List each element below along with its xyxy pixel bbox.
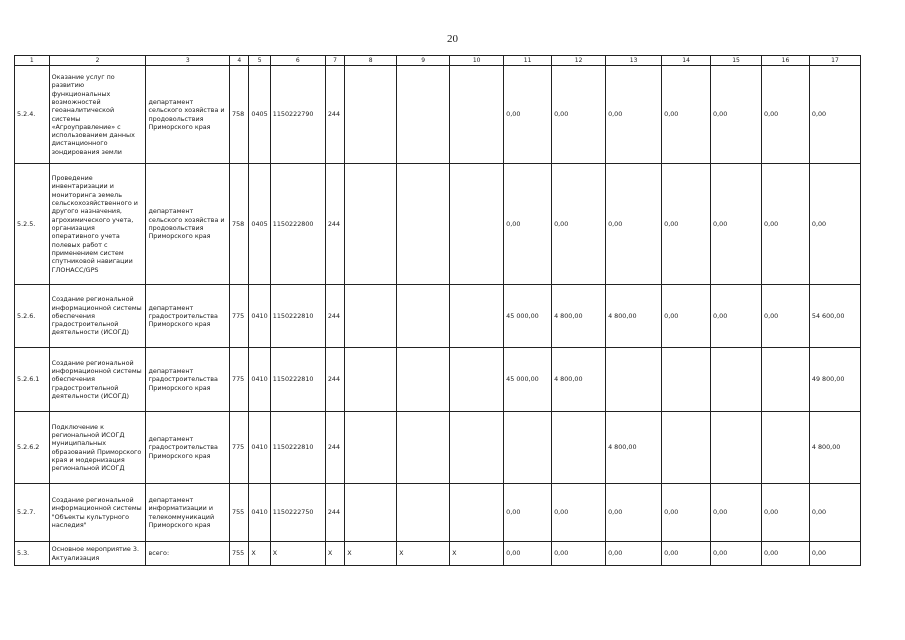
amount-cell — [762, 348, 810, 412]
responsible-executor: департамент сельского хозяйства и продовольствия Приморского края — [146, 164, 230, 285]
table-row — [15, 412, 861, 484]
amount-cell: 0,00 — [552, 484, 606, 542]
amount-cell: 0,00 — [762, 484, 810, 542]
table-row — [15, 542, 861, 566]
budget-code-cell: X — [249, 542, 270, 566]
amount-cell: 45 000,00 — [504, 285, 552, 348]
budget-code-cell: 244 — [325, 66, 344, 164]
activity-name: Создание региональной информационной системы обеспечения градостроительной деятельности (ИСОГД) — [49, 348, 146, 412]
amount-cell: 0,00 — [552, 542, 606, 566]
amount-cell: 0,00 — [606, 484, 662, 542]
responsible-executor: департамент сельского хозяйства и продовольствия Приморского края — [146, 66, 230, 164]
amount-cell: X — [345, 542, 397, 566]
row-number: 5.2.6. — [15, 285, 50, 348]
amount-cell: 0,00 — [762, 164, 810, 285]
amount-cell — [397, 348, 450, 412]
budget-code-cell: 775 — [230, 412, 249, 484]
amount-cell — [397, 285, 450, 348]
amount-cell — [450, 484, 504, 542]
budget-code-cell: 1150222790 — [270, 66, 325, 164]
row-number: 5.2.5. — [15, 164, 50, 285]
column-header: 1 — [15, 56, 50, 66]
amount-cell — [450, 412, 504, 484]
activity-name: Проведение инвентаризации и мониторинга земель сельскохозяйственного и другого назначения, агрохимического учета, организация оперативного учета полевых работ с применением систем спутниковой навигации ГЛОНАСС/GPS — [49, 164, 146, 285]
column-header: 12 — [552, 56, 606, 66]
budget-code-cell: 0405 — [249, 66, 270, 164]
column-header: 3 — [146, 56, 230, 66]
amount-cell — [662, 412, 711, 484]
table-row — [15, 348, 861, 412]
column-header: 10 — [450, 56, 504, 66]
amount-cell — [345, 348, 397, 412]
amount-cell: 0,00 — [711, 542, 762, 566]
budget-code-cell: 1150222810 — [270, 348, 325, 412]
budget-code-cell: 758 — [230, 66, 249, 164]
column-header: 15 — [711, 56, 762, 66]
amount-cell — [345, 484, 397, 542]
total-amount-cell: 49 800,00 — [809, 348, 860, 412]
amount-cell: 0,00 — [662, 542, 711, 566]
amount-cell: 0,00 — [552, 164, 606, 285]
amount-cell — [397, 164, 450, 285]
amount-cell: 0,00 — [662, 484, 711, 542]
budget-code-cell: 0410 — [249, 484, 270, 542]
amount-cell: 0,00 — [606, 66, 662, 164]
amount-cell: 0,00 — [504, 484, 552, 542]
amount-cell: 0,00 — [662, 285, 711, 348]
amount-cell: 0,00 — [762, 542, 810, 566]
budget-table — [14, 55, 861, 566]
amount-cell: 4 800,00 — [552, 348, 606, 412]
activity-name: Создание региональной информационной системы "Объекты культурного наследия" — [49, 484, 146, 542]
responsible-executor: департамент информатизации и телекоммуникаций Приморского края — [146, 484, 230, 542]
amount-cell: 4 800,00 — [552, 285, 606, 348]
budget-code-cell: 1150222810 — [270, 412, 325, 484]
column-header: 4 — [230, 56, 249, 66]
column-header: 9 — [397, 56, 450, 66]
column-header: 17 — [809, 56, 860, 66]
row-number: 5.2.6.2 — [15, 412, 50, 484]
table-row — [15, 484, 861, 542]
amount-cell: 0,00 — [762, 66, 810, 164]
total-amount-cell: 0,00 — [809, 66, 860, 164]
amount-cell — [450, 285, 504, 348]
column-header: 2 — [49, 56, 146, 66]
budget-code-cell: X — [325, 542, 344, 566]
budget-code-cell: 244 — [325, 412, 344, 484]
amount-cell: 0,00 — [606, 542, 662, 566]
activity-name: Оказание услуг по развитию функциональных возможностей геоаналитической системы «Агроуправление» с использованием данных дистанционного зондирования земли — [49, 66, 146, 164]
table-row — [15, 66, 861, 164]
amount-cell: X — [397, 542, 450, 566]
budget-code-cell: 244 — [325, 484, 344, 542]
column-header: 6 — [270, 56, 325, 66]
amount-cell: 0,00 — [552, 66, 606, 164]
amount-cell: 0,00 — [504, 66, 552, 164]
row-number: 5.3. — [15, 542, 50, 566]
amount-cell: 0,00 — [662, 66, 711, 164]
amount-cell: 0,00 — [504, 542, 552, 566]
total-amount-cell: 4 800,00 — [809, 412, 860, 484]
amount-cell — [397, 484, 450, 542]
budget-code-cell: X — [270, 542, 325, 566]
total-amount-cell: 54 600,00 — [809, 285, 860, 348]
amount-cell — [762, 412, 810, 484]
total-amount-cell: 0,00 — [809, 484, 860, 542]
row-number: 5.2.4. — [15, 66, 50, 164]
amount-cell — [345, 66, 397, 164]
amount-cell — [450, 348, 504, 412]
column-number-row — [15, 56, 861, 66]
amount-cell: 0,00 — [762, 285, 810, 348]
activity-name: Основное мероприятие 3. Актуализация — [49, 542, 146, 566]
amount-cell: 45 000,00 — [504, 348, 552, 412]
budget-code-cell: 1150222800 — [270, 164, 325, 285]
activity-name: Подключение к региональной ИСОГД муниципальных образований Приморского края и модернизация региональной ИСОГД — [49, 412, 146, 484]
responsible-executor: департамент градостроительства Приморского края — [146, 285, 230, 348]
amount-cell — [450, 164, 504, 285]
responsible-executor: всего: — [146, 542, 230, 566]
budget-code-cell: 755 — [230, 484, 249, 542]
amount-cell: 4 800,00 — [606, 285, 662, 348]
column-header: 7 — [325, 56, 344, 66]
amount-cell: 0,00 — [662, 164, 711, 285]
budget-code-cell: 775 — [230, 285, 249, 348]
amount-cell — [711, 412, 762, 484]
budget-code-cell: 775 — [230, 348, 249, 412]
amount-cell: X — [450, 542, 504, 566]
total-amount-cell: 0,00 — [809, 542, 860, 566]
activity-name: Создание региональной информационной системы обеспечения градостроительной деятельности (ИСОГД) — [49, 285, 146, 348]
table-row — [15, 285, 861, 348]
amount-cell — [552, 412, 606, 484]
budget-code-cell: 1150222810 — [270, 285, 325, 348]
budget-code-cell: 244 — [325, 164, 344, 285]
row-number: 5.2.6.1 — [15, 348, 50, 412]
column-header: 8 — [345, 56, 397, 66]
amount-cell: 4 800,00 — [606, 412, 662, 484]
amount-cell — [450, 66, 504, 164]
column-header: 13 — [606, 56, 662, 66]
responsible-executor: департамент градостроительства Приморского края — [146, 348, 230, 412]
amount-cell — [345, 412, 397, 484]
amount-cell — [397, 412, 450, 484]
column-header: 5 — [249, 56, 270, 66]
budget-code-cell: 1150222750 — [270, 484, 325, 542]
responsible-executor: департамент градостроительства Приморского края — [146, 412, 230, 484]
budget-code-cell: 758 — [230, 164, 249, 285]
budget-code-cell: 0410 — [249, 412, 270, 484]
budget-code-cell: 0410 — [249, 285, 270, 348]
column-header: 11 — [504, 56, 552, 66]
amount-cell — [606, 348, 662, 412]
budget-code-cell: 0410 — [249, 348, 270, 412]
amount-cell — [711, 348, 762, 412]
amount-cell — [504, 412, 552, 484]
amount-cell: 0,00 — [504, 164, 552, 285]
amount-cell — [662, 348, 711, 412]
amount-cell: 0,00 — [711, 164, 762, 285]
amount-cell — [345, 164, 397, 285]
budget-code-cell: 755 — [230, 542, 249, 566]
budget-code-cell: 244 — [325, 348, 344, 412]
amount-cell: 0,00 — [606, 164, 662, 285]
amount-cell: 0,00 — [711, 484, 762, 542]
total-amount-cell: 0,00 — [809, 164, 860, 285]
table-row — [15, 164, 861, 285]
page-number: 20 — [447, 33, 458, 45]
budget-code-cell: 244 — [325, 285, 344, 348]
column-header: 16 — [762, 56, 810, 66]
amount-cell — [397, 66, 450, 164]
amount-cell — [345, 285, 397, 348]
row-number: 5.2.7. — [15, 484, 50, 542]
amount-cell: 0,00 — [711, 66, 762, 164]
column-header: 14 — [662, 56, 711, 66]
amount-cell: 0,00 — [711, 285, 762, 348]
budget-code-cell: 0405 — [249, 164, 270, 285]
